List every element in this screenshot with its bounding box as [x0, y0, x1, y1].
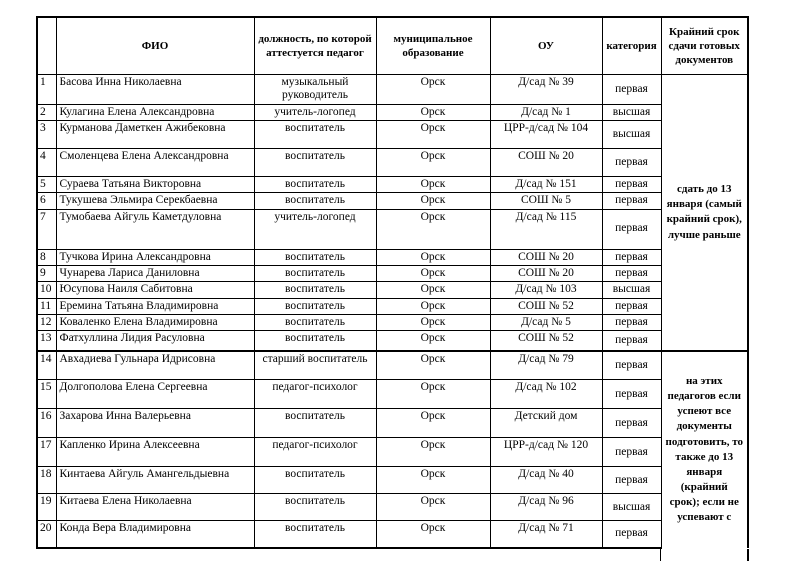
- municipality-cell: Орск: [376, 438, 490, 467]
- position-cell: музыкальный руководитель: [254, 75, 376, 105]
- position-cell: воспитатель: [254, 314, 376, 330]
- ou-cell: Детский дом: [490, 409, 602, 438]
- position-cell: воспитатель: [254, 298, 376, 314]
- fio-cell: Фатхуллина Лидия Расуловна: [56, 331, 254, 351]
- row-number-cell: 14: [37, 351, 56, 380]
- table-row: [37, 298, 748, 314]
- table-row: [37, 282, 748, 298]
- municipality-cell: Орск: [376, 494, 490, 521]
- deadline-note-cell: сдать до 13 января (самый крайний срок), лучше раньше: [661, 75, 748, 351]
- ou-cell: Д/сад № 103: [490, 282, 602, 298]
- category-cell: первая: [602, 148, 661, 176]
- table-row: [37, 314, 748, 330]
- col-header-deadline: Крайний срок сдачи готовых документов: [661, 17, 748, 75]
- header-row: [37, 17, 748, 75]
- municipality-cell: Орск: [376, 282, 490, 298]
- category-cell: первая: [602, 331, 661, 351]
- col-header-fio: ФИО: [56, 17, 254, 75]
- table-row: [37, 467, 748, 494]
- row-number-cell: 9: [37, 265, 56, 281]
- municipality-cell: Орск: [376, 209, 490, 249]
- fio-cell: Коваленко Елена Владимировна: [56, 314, 254, 330]
- ou-cell: СОШ № 20: [490, 148, 602, 176]
- position-cell: воспитатель: [254, 120, 376, 148]
- fio-cell: Авхадиева Гульнара Идрисовна: [56, 351, 254, 380]
- deadline-note-cell: на этих педагогов если успеют все документы подготовить, то также до 13 января (крайний срок); если не успевают с: [661, 351, 748, 548]
- fio-cell: Конда Вера Владимировна: [56, 521, 254, 548]
- position-cell: воспитатель: [254, 193, 376, 209]
- municipality-cell: Орск: [376, 314, 490, 330]
- category-cell: первая: [602, 298, 661, 314]
- municipality-cell: Орск: [376, 380, 490, 409]
- category-cell: первая: [602, 438, 661, 467]
- ou-cell: ЦРР-д/сад № 120: [490, 438, 602, 467]
- row-number-cell: 2: [37, 104, 56, 120]
- table-row: [37, 380, 748, 409]
- municipality-cell: Орск: [376, 265, 490, 281]
- table-row: [37, 148, 748, 176]
- attestation-table-wrap: [36, 16, 749, 549]
- col-header-category: категория: [602, 17, 661, 75]
- row-number-cell: 10: [37, 282, 56, 298]
- fio-cell: Тумобаева Айгуль Каметдуловна: [56, 209, 254, 249]
- fio-cell: Долгополова Елена Сергеевна: [56, 380, 254, 409]
- position-cell: воспитатель: [254, 521, 376, 548]
- row-number-cell: 11: [37, 298, 56, 314]
- deadline-column-continuation-left-line: [660, 549, 661, 561]
- municipality-cell: Орск: [376, 75, 490, 105]
- municipality-cell: Орск: [376, 193, 490, 209]
- position-cell: педагог-психолог: [254, 438, 376, 467]
- category-cell: первая: [602, 467, 661, 494]
- category-cell: первая: [602, 314, 661, 330]
- table-row: [37, 193, 748, 209]
- fio-cell: Еремина Татьяна Владимировна: [56, 298, 254, 314]
- col-header-num: [37, 17, 56, 75]
- ou-cell: Д/сад № 39: [490, 75, 602, 105]
- row-number-cell: 15: [37, 380, 56, 409]
- fio-cell: Сураева Татьяна Викторовна: [56, 176, 254, 192]
- table-row: [37, 265, 748, 281]
- ou-cell: Д/сад № 151: [490, 176, 602, 192]
- municipality-cell: Орск: [376, 409, 490, 438]
- municipality-cell: Орск: [376, 120, 490, 148]
- table-body: [37, 75, 748, 548]
- category-cell: первая: [602, 193, 661, 209]
- row-number-cell: 18: [37, 467, 56, 494]
- municipality-cell: Орск: [376, 249, 490, 265]
- category-cell: высшая: [602, 104, 661, 120]
- fio-cell: Кулагина Елена Александровна: [56, 104, 254, 120]
- fio-cell: Капленко Ирина Алексеевна: [56, 438, 254, 467]
- ou-cell: ЦРР-д/сад № 104: [490, 120, 602, 148]
- col-header-position: должность, по которой аттестуется педагог: [254, 17, 376, 75]
- category-cell: первая: [602, 380, 661, 409]
- position-cell: воспитатель: [254, 331, 376, 351]
- ou-cell: СОШ № 20: [490, 249, 602, 265]
- ou-cell: Д/сад № 102: [490, 380, 602, 409]
- municipality-cell: Орск: [376, 467, 490, 494]
- ou-cell: СОШ № 52: [490, 298, 602, 314]
- position-cell: педагог-психолог: [254, 380, 376, 409]
- table-row: [37, 521, 748, 548]
- position-cell: воспитатель: [254, 265, 376, 281]
- table-header: [37, 17, 748, 75]
- fio-cell: Юсупова Наиля Сабитовна: [56, 282, 254, 298]
- position-cell: учитель-логопед: [254, 209, 376, 249]
- category-cell: первая: [602, 351, 661, 380]
- category-cell: первая: [602, 521, 661, 548]
- municipality-cell: Орск: [376, 331, 490, 351]
- attestation-table: [36, 16, 749, 549]
- row-number-cell: 4: [37, 148, 56, 176]
- municipality-cell: Орск: [376, 104, 490, 120]
- category-cell: первая: [602, 249, 661, 265]
- ou-cell: Д/сад № 5: [490, 314, 602, 330]
- fio-cell: Захарова Инна Валерьевна: [56, 409, 254, 438]
- table-row: [37, 249, 748, 265]
- table-row: [37, 494, 748, 521]
- ou-cell: СОШ № 52: [490, 331, 602, 351]
- position-cell: воспитатель: [254, 176, 376, 192]
- ou-cell: Д/сад № 1: [490, 104, 602, 120]
- position-cell: старший воспитатель: [254, 351, 376, 380]
- ou-cell: Д/сад № 71: [490, 521, 602, 548]
- table-row: [37, 209, 748, 249]
- category-cell: высшая: [602, 494, 661, 521]
- table-row: [37, 438, 748, 467]
- row-number-cell: 13: [37, 331, 56, 351]
- fio-cell: Китаева Елена Николаевна: [56, 494, 254, 521]
- table-row: [37, 409, 748, 438]
- position-cell: учитель-логопед: [254, 104, 376, 120]
- fio-cell: Тучкова Ирина Александровна: [56, 249, 254, 265]
- fio-cell: Кинтаева Айгуль Амангельдыевна: [56, 467, 254, 494]
- table-row: [37, 75, 748, 105]
- row-number-cell: 20: [37, 521, 56, 548]
- deadline-column-continuation-right-line: [747, 549, 749, 561]
- fio-cell: Чунарева Лариса Даниловна: [56, 265, 254, 281]
- municipality-cell: Орск: [376, 148, 490, 176]
- row-number-cell: 19: [37, 494, 56, 521]
- ou-cell: СОШ № 20: [490, 265, 602, 281]
- position-cell: воспитатель: [254, 249, 376, 265]
- row-number-cell: 7: [37, 209, 56, 249]
- position-cell: воспитатель: [254, 494, 376, 521]
- row-number-cell: 12: [37, 314, 56, 330]
- table-row: [37, 351, 748, 380]
- municipality-cell: Орск: [376, 521, 490, 548]
- col-header-municipality: муниципальное образование: [376, 17, 490, 75]
- col-header-ou: ОУ: [490, 17, 602, 75]
- row-number-cell: 16: [37, 409, 56, 438]
- ou-cell: Д/сад № 96: [490, 494, 602, 521]
- category-cell: первая: [602, 176, 661, 192]
- category-cell: первая: [602, 409, 661, 438]
- category-cell: высшая: [602, 282, 661, 298]
- row-number-cell: 5: [37, 176, 56, 192]
- category-cell: первая: [602, 75, 661, 105]
- position-cell: воспитатель: [254, 409, 376, 438]
- table-row: [37, 104, 748, 120]
- row-number-cell: 6: [37, 193, 56, 209]
- row-number-cell: 1: [37, 75, 56, 105]
- fio-cell: Басова Инна Николаевна: [56, 75, 254, 105]
- row-number-cell: 8: [37, 249, 56, 265]
- category-cell: первая: [602, 209, 661, 249]
- ou-cell: СОШ № 5: [490, 193, 602, 209]
- table-row: [37, 120, 748, 148]
- municipality-cell: Орск: [376, 351, 490, 380]
- category-cell: первая: [602, 265, 661, 281]
- table-row: [37, 331, 748, 351]
- ou-cell: Д/сад № 115: [490, 209, 602, 249]
- fio-cell: Тукушева Эльмира Серекбаевна: [56, 193, 254, 209]
- fio-cell: Курманова Даметкен Ажибековна: [56, 120, 254, 148]
- category-cell: высшая: [602, 120, 661, 148]
- table-row: [37, 176, 748, 192]
- ou-cell: Д/сад № 40: [490, 467, 602, 494]
- position-cell: воспитатель: [254, 148, 376, 176]
- municipality-cell: Орск: [376, 298, 490, 314]
- row-number-cell: 17: [37, 438, 56, 467]
- fio-cell: Смоленцева Елена Александровна: [56, 148, 254, 176]
- position-cell: воспитатель: [254, 467, 376, 494]
- row-number-cell: 3: [37, 120, 56, 148]
- position-cell: воспитатель: [254, 282, 376, 298]
- ou-cell: Д/сад № 79: [490, 351, 602, 380]
- municipality-cell: Орск: [376, 176, 490, 192]
